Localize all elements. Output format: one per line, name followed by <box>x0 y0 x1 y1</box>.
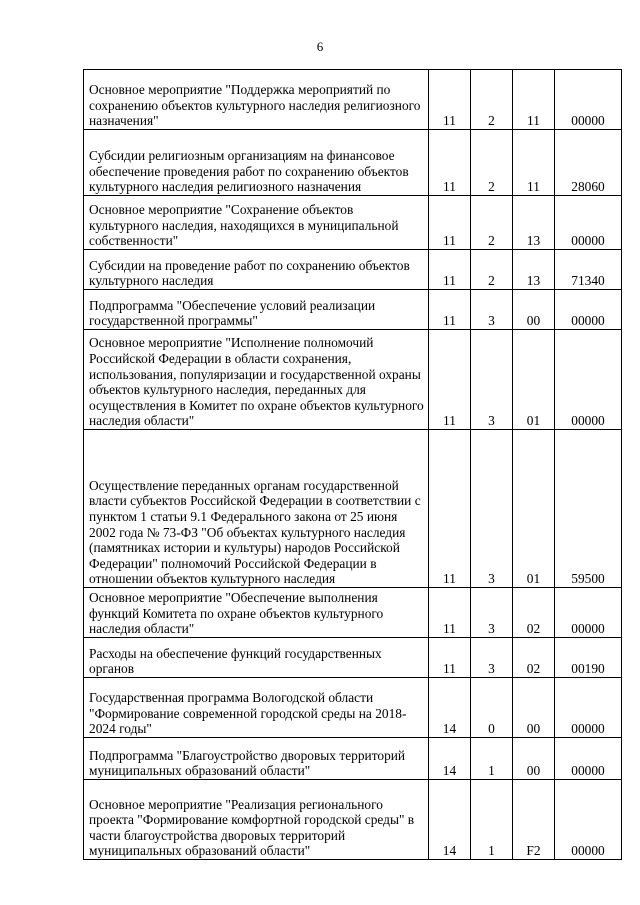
subprogram-code: 2 <box>471 130 513 196</box>
row-description: Основное мероприятие "Поддержка мероприятий по сохранению объектов культурного наследия религиозного назначения" <box>84 70 429 130</box>
subprogram-code: 1 <box>471 780 513 860</box>
direction-code: 00000 <box>555 196 622 250</box>
row-description: Основное мероприятие "Реализация регионального проекта "Формирование комфортной городской среды" в части благоустройства дворовых территорий муниципальных образований области" <box>84 780 429 860</box>
direction-code: 59500 <box>555 430 622 588</box>
activity-code: 02 <box>513 588 555 638</box>
activity-code: 11 <box>513 130 555 196</box>
subprogram-code: 3 <box>471 330 513 430</box>
program-code: 11 <box>429 70 471 130</box>
activity-code: 00 <box>513 290 555 330</box>
activity-code: 13 <box>513 196 555 250</box>
table-row <box>84 250 622 290</box>
table-row <box>84 430 622 588</box>
program-code: 11 <box>429 430 471 588</box>
program-code: 14 <box>429 678 471 738</box>
activity-code: 01 <box>513 330 555 430</box>
table-row <box>84 588 622 638</box>
table-row <box>84 196 622 250</box>
table-row <box>84 678 622 738</box>
program-code: 11 <box>429 330 471 430</box>
direction-code: 00000 <box>555 738 622 780</box>
activity-code: 00 <box>513 738 555 780</box>
activity-code: 00 <box>513 678 555 738</box>
subprogram-code: 3 <box>471 430 513 588</box>
activity-code: F2 <box>513 780 555 860</box>
activity-code: 01 <box>513 430 555 588</box>
table-row <box>84 638 622 678</box>
direction-code: 00000 <box>555 330 622 430</box>
direction-code: 00000 <box>555 678 622 738</box>
row-description: Государственная программа Вологодской области "Формирование современной городской среды на 2018-2024 годы" <box>84 678 429 738</box>
subprogram-code: 3 <box>471 588 513 638</box>
direction-code: 28060 <box>555 130 622 196</box>
row-description: Субсидии на проведение работ по сохранению объектов культурного наследия <box>84 250 429 290</box>
row-description: Подпрограмма "Обеспечение условий реализации государственной программы" <box>84 290 429 330</box>
program-code: 11 <box>429 588 471 638</box>
row-description: Расходы на обеспечение функций государственных органов <box>84 638 429 678</box>
direction-code: 00000 <box>555 290 622 330</box>
subprogram-code: 3 <box>471 638 513 678</box>
subprogram-code: 3 <box>471 290 513 330</box>
direction-code: 71340 <box>555 250 622 290</box>
subprogram-code: 2 <box>471 196 513 250</box>
program-code: 14 <box>429 780 471 860</box>
activity-code: 02 <box>513 638 555 678</box>
program-code: 14 <box>429 738 471 780</box>
table-row <box>84 290 622 330</box>
row-description: Основное мероприятие "Обеспечение выполнения функций Комитета по охране объектов культурного наследия области" <box>84 588 429 638</box>
table-row <box>84 738 622 780</box>
program-code: 11 <box>429 130 471 196</box>
subprogram-code: 2 <box>471 250 513 290</box>
table-row <box>84 70 622 130</box>
direction-code: 00000 <box>555 588 622 638</box>
activity-code: 11 <box>513 70 555 130</box>
activity-code: 13 <box>513 250 555 290</box>
row-description: Основное мероприятие "Исполнение полномочий Российской Федерации в области сохранения, использования, популяризации и государственной охраны объектов культурного наследия, переданных для осуществления в Комитет по охране объектов культурного наследия области" <box>84 330 429 430</box>
direction-code: 00190 <box>555 638 622 678</box>
subprogram-code: 2 <box>471 70 513 130</box>
row-description: Осуществление переданных органам государственной власти субъектов Российской Федерации в соответствии с пунктом 1 статьи 9.1 Федерального закона от 25 июня 2002 года № 73-ФЗ "Об объектах культурного наследия (памятниках истории и культуры) народов Российской Федерации" полномочий Российской Федерации в отношении объектов культурного наследия <box>84 430 429 588</box>
direction-code: 00000 <box>555 780 622 860</box>
row-description: Подпрограмма "Благоустройство дворовых территорий муниципальных образований области" <box>84 738 429 780</box>
subprogram-code: 0 <box>471 678 513 738</box>
table-row <box>84 330 622 430</box>
table-row <box>84 130 622 196</box>
row-description: Субсидии религиозным организациям на финансовое обеспечение проведения работ по сохранению объектов культурного наследия религиозного назначения <box>84 130 429 196</box>
table-row <box>84 780 622 860</box>
program-code: 11 <box>429 638 471 678</box>
direction-code: 00000 <box>555 70 622 130</box>
program-code: 11 <box>429 290 471 330</box>
page-number: 6 <box>316 39 324 54</box>
program-code: 11 <box>429 196 471 250</box>
program-code: 11 <box>429 250 471 290</box>
subprogram-code: 1 <box>471 738 513 780</box>
row-description: Основное мероприятие "Сохранение объектов культурного наследия, находящихся в муниципальной собственности" <box>84 196 429 250</box>
budget-classification-table <box>83 69 622 860</box>
